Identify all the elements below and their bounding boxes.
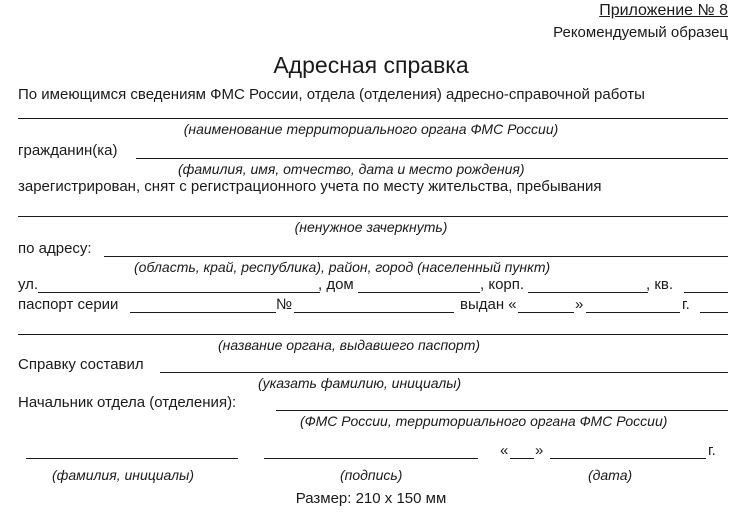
head-label: Начальник отдела (отделения): <box>18 394 237 411</box>
apartment-label: , кв. <box>646 276 674 293</box>
issued-day-line <box>518 312 574 313</box>
intro-text: По имеющимся сведениям ФМС России, отдела (отделения) адресно-справочной работы <box>18 86 645 103</box>
size-footer: Размер: 210 х 150 мм <box>295 490 447 507</box>
surname-initials-hint: (указать фамилию, инициалы) <box>258 375 462 391</box>
fms-body-hint: (ФМС России, территориального органа ФМС России) <box>300 413 668 429</box>
issued-label: выдан « <box>460 296 517 313</box>
surname-line <box>26 458 238 459</box>
registered-text: зарегистрирован, снят с регистрационного учета по месту жительства, пребывания <box>18 178 602 195</box>
surname-hint: (фамилия, инициалы) <box>52 467 195 483</box>
passport-series-line <box>130 312 276 313</box>
issuer-hint: (название органа, выдавшего паспорт) <box>218 337 481 353</box>
head-line <box>276 410 728 411</box>
building-line <box>528 292 648 293</box>
issued-year-line <box>700 312 728 313</box>
citizen-label: гражданин(ка) <box>18 142 118 159</box>
signature-line <box>264 458 478 459</box>
date-year-label: г. <box>708 442 716 459</box>
issued-quote-close: » <box>575 296 584 313</box>
building-label: , корп. <box>480 276 525 293</box>
issued-year-label: г. <box>682 296 690 313</box>
date-quote-open: « <box>500 442 509 459</box>
passport-series-label: паспорт серии <box>18 296 119 313</box>
street-line <box>38 292 320 293</box>
apartment-line <box>684 292 728 293</box>
issued-month-line <box>586 312 680 313</box>
signature-hint: (подпись) <box>340 467 403 483</box>
territorial-body-line <box>18 118 728 119</box>
street-label: ул. <box>18 276 39 293</box>
date-day-line <box>510 458 534 459</box>
house-label: , дом <box>318 276 354 293</box>
strike-hint: (ненужное зачеркнуть) <box>294 219 448 235</box>
compiled-by-label: Справку составил <box>18 356 144 373</box>
territorial-body-hint: (наименование территориального органа ФМС России) <box>183 121 559 137</box>
date-hint: (дата) <box>588 467 633 483</box>
date-quote-close: » <box>535 442 544 459</box>
passport-number-label: № <box>276 296 293 313</box>
document-title: Адресная справка <box>273 52 469 78</box>
compiled-by-line <box>160 372 728 373</box>
region-hint: (область, край, республика), район, город (населенный пункт) <box>134 259 551 275</box>
house-line <box>358 292 480 293</box>
address-line <box>104 256 728 257</box>
passport-number-line <box>294 312 454 313</box>
date-month-line <box>550 458 706 459</box>
sample-label: Рекомендуемый образец <box>553 24 728 41</box>
registered-line <box>18 216 728 217</box>
address-label: по адресу: <box>18 240 92 257</box>
appendix-number: Приложение № 8 <box>599 2 728 19</box>
issuer-line <box>18 334 728 335</box>
citizen-line <box>136 158 728 159</box>
full-name-hint: (фамилия, имя, отчество, дата и место рождения) <box>178 161 525 177</box>
